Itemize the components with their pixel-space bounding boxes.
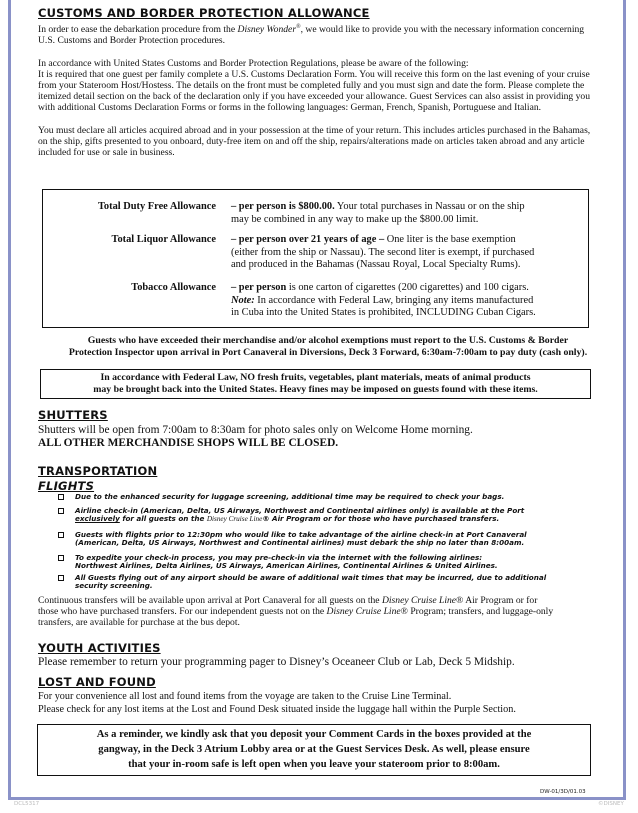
bullet-box-icon: [58, 508, 64, 514]
customs-heading: CUSTOMS AND BORDER PROTECTION ALLOWANCE: [38, 6, 370, 20]
bullet-box-icon: [58, 575, 64, 581]
liquor-text: – per person over 21 years of age – One liter is the base exemption (either from the ship or Nassau). The second liter is exempt, if purchased and produced in the Bahamas (Nassau Royal, Local Specialty Rums).: [231, 234, 535, 271]
customs-para1-line5: with additional Customs Declaration Forms or forms in the following languages: German, French, Spanish, Portuguese and Italian.: [38, 102, 542, 114]
intro-text-b: , we would like to provide you with the necessary information concerning: [300, 24, 585, 36]
duty-free-label: Total Duty Free Allowance: [97, 201, 216, 212]
registered-mark: ®: [296, 24, 301, 30]
youth-section: [38, 641, 618, 669]
footer-left-mark: DCL5317: [14, 801, 40, 807]
lost-found-heading: LOST AND FOUND: [38, 675, 156, 689]
customs-intro-2: U.S. Customs and Border Protection procedures.: [38, 35, 226, 47]
customs-para1-line2: It is required that one guest per family complete a U.S. Customs Declaration Form. You will receive this form on the last evening of your cruise: [38, 68, 590, 80]
lost-found-line1: For your convenience all lost and found items from the voyage are taken to the Cruise Line Terminal.: [38, 691, 452, 702]
reminder-line2: gangway, in the Deck 3 Atrium Lobby area or at the Guest Services Desk. As well, please ensure: [98, 744, 530, 755]
bullet-box-icon: [58, 532, 64, 538]
lost-found-section: [38, 675, 618, 716]
document-code: DW-01/3D/01.03: [540, 789, 586, 795]
federal-line2: may be brought back into the United States. Heavy fines may be imposed on guests found with these items.: [93, 384, 538, 395]
reminder-box: [37, 724, 591, 776]
customs-para1-line3: from your Stateroom Host/Hostess. The details on the front must be completed fully and you must sign and date the form. Please complete the: [38, 80, 585, 91]
youth-heading: YOUTH ACTIVITIES: [38, 641, 161, 655]
tobacco-text: – per person is one carton of cigarettes (200 cigarettes) and 100 cigars. Note: In accordance with Federal Law, bringing any items manufactured in Cuba into the United States is prohibited, INCLUDING Cuban Cigars.: [231, 282, 536, 319]
transportation-section: [38, 464, 618, 493]
bullet-box-icon: [58, 555, 64, 561]
youth-line1: Please remember to return your programming pager to Disney’s Oceaneer Club or Lab, Deck 5 Midship.: [38, 656, 515, 668]
customs-para1-line1: In accordance with United States Customs and Border Protection Regulations, please be aware of the following:: [38, 57, 469, 69]
reminder-text: [38, 725, 590, 772]
allowance-box: [42, 189, 589, 328]
transfers-paragraph: Continuous transfers will be available upon arrival at Port Canaveral for all guests on the Disney Cruise Line® Air Program or for those who have purchased transfers. For our independent guests not on the Disney Cruise Line® Program; transfers, and luggage-only transfers, are available for purchase at the bus depot.: [38, 595, 554, 629]
transportation-heading: TRANSPORTATION: [38, 464, 158, 478]
exceeded-line1: Guests who have exceeded their merchandise and/or alcohol exemptions must report to the U.S. Customs & Border: [87, 335, 569, 346]
footer-right-mark: ©DISNEY: [598, 801, 624, 807]
federal-law-box: [40, 369, 591, 399]
shutters-line2: ALL OTHER MERCHANDISE SHOPS WILL BE CLOSED.: [38, 437, 339, 450]
exceeded-notice: [38, 335, 618, 359]
ship-name: Disney Wonder: [237, 24, 297, 36]
customs-para2-line2: on the ship, gifts presented to you onboard, duty-free item on and off the ship, repairs/alterations made on articles taken abroad and any article: [38, 135, 585, 147]
bullet-box-icon: [58, 494, 64, 500]
customs-para1-line4: itemized detail section on the back of the declaration only if you have exceeded your allowance. Guest Services can also assist in providing you: [38, 91, 590, 103]
customs-intro: [38, 22, 618, 35]
liquor-label: Total Liquor Allowance: [111, 234, 216, 245]
federal-line1: In accordance with Federal Law, NO fresh fruits, vegetables, plant materials, meats of animal products: [100, 372, 531, 383]
reminder-line1: As a reminder, we kindly ask that you deposit your Comment Cards in the boxes provided at the: [96, 729, 532, 740]
shutters-heading: SHUTTERS: [38, 408, 108, 422]
exceeded-line2: Protection Inspector upon arrival in Port Canaveral in Diversions, Deck 3 Forward, 6:30am-7:00am to pay duty (cash only).: [68, 347, 588, 358]
reminder-line3: that your in-room safe is left open when you leave your stateroom prior to 8:00am.: [128, 759, 500, 770]
lost-found-line2: Please check for any lost items at the Lost and Found Desk situated inside the luggage hall within the Purple Section.: [38, 703, 516, 715]
intro-text-a: In order to ease the debarkation procedure from the: [38, 24, 238, 36]
tobacco-label: Tobacco Allowance: [131, 282, 216, 293]
flights-heading: FLIGHTS: [38, 479, 95, 493]
shutters-section: [38, 408, 618, 451]
federal-law-text: [41, 370, 590, 396]
shutters-line1: Shutters will be open from 7:00am to 8:30am for photo sales only on Welcome Home morning.: [38, 424, 473, 436]
customs-para2-line3: included for use or sale in business.: [38, 147, 175, 159]
customs-section: [38, 6, 618, 158]
customs-para2-line1: You must declare all articles acquired abroad and in your possession at the time of your return. This includes articles purchased in the Bahamas,: [38, 124, 591, 136]
duty-free-text: – per person is $800.00. Your total purchases in Nassau or on the ship may be combined in any way to make up the $800.00 limit.: [231, 201, 525, 225]
